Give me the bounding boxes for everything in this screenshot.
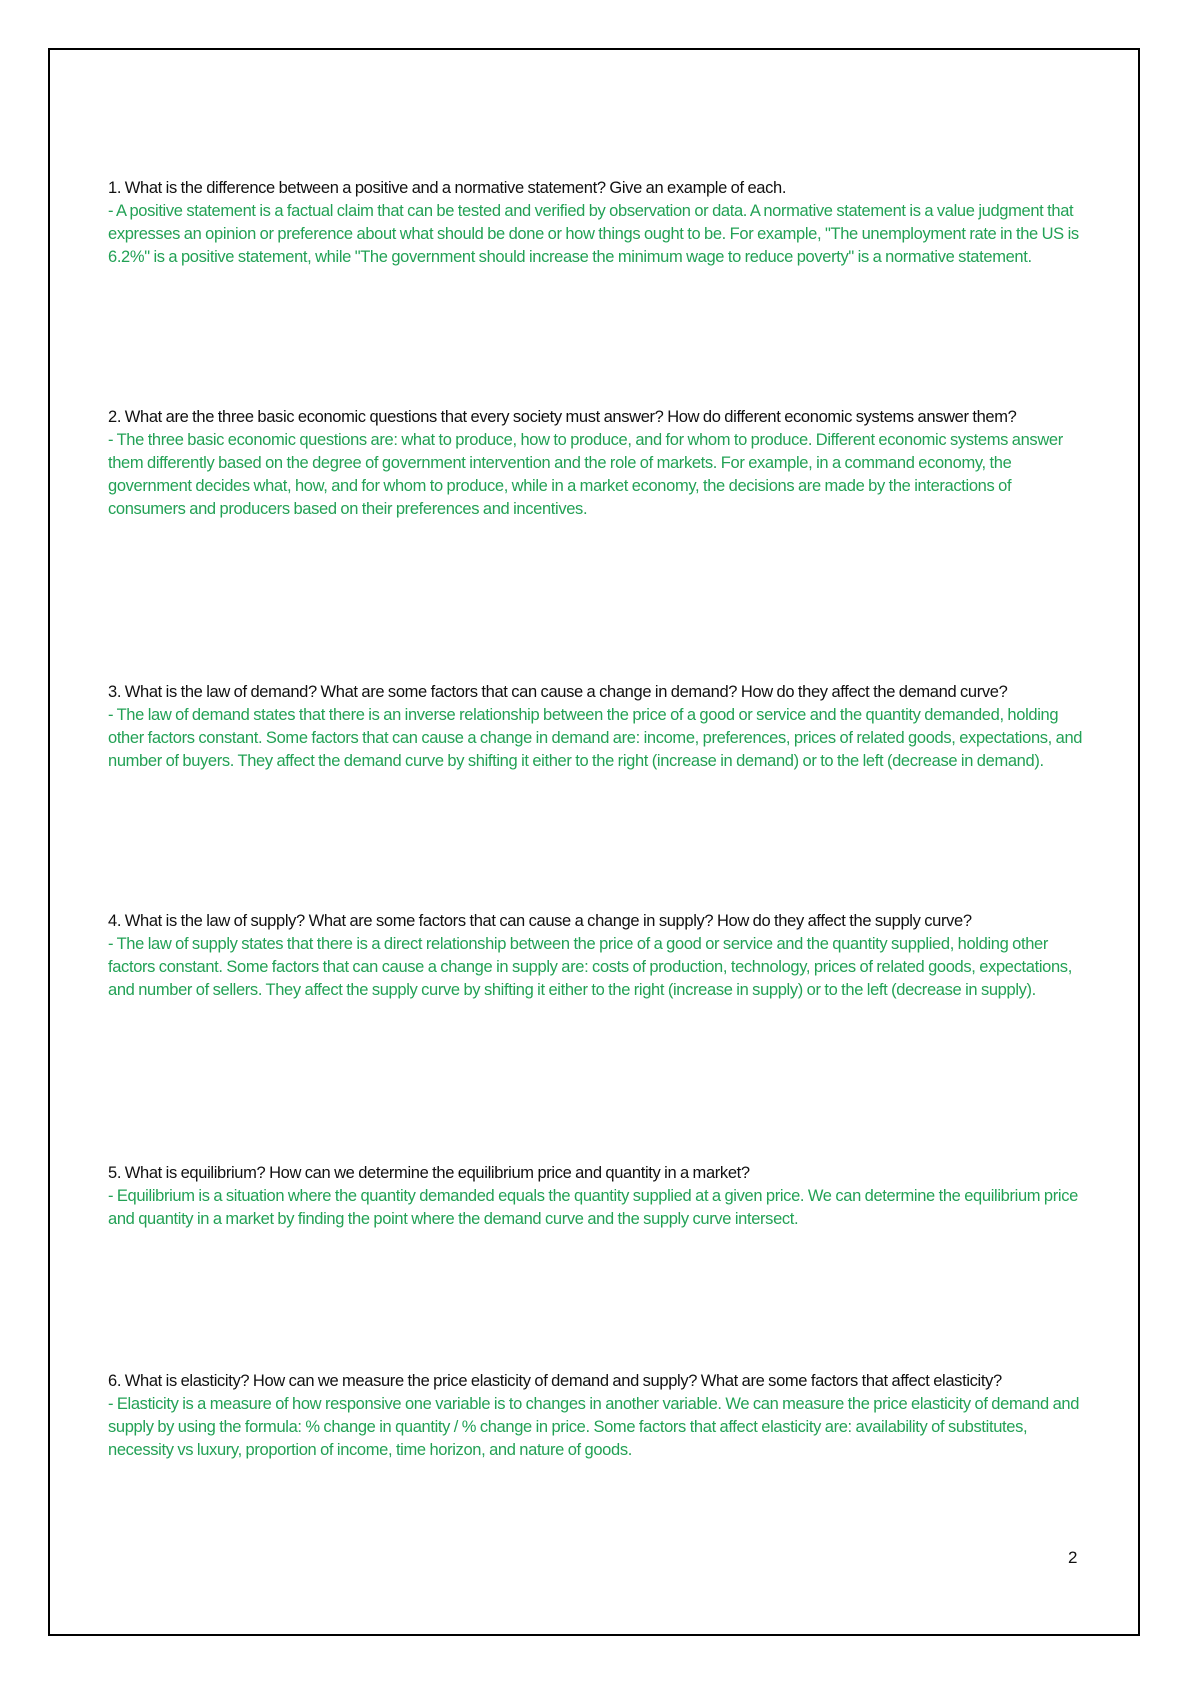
answer-1: - A positive statement is a factual claim that can be tested and verified by observation or data. A normative statement is a value judgment that expresses an opinion or preference about what should be done or how things ought to be. For example, "The unemployment rate in the US is 6.2%" is a positive statement, while "The government should increase the minimum wage to reduce poverty" is a normative statement.: [108, 202, 1079, 266]
answer-6: - Elasticity is a measure of how responsive one variable is to changes in another variable. We can measure the price elasticity of demand and supply by using the formula: % change in quantity / % change in price. Some factors that affect elasticity are: availability of substitutes, necessity vs luxury, proportion of income, time horizon, and nature of goods.: [108, 1395, 1080, 1459]
qa-item-2: [108, 406, 1088, 521]
qa-item-6: [108, 1370, 1088, 1462]
qa-item-5: [108, 1162, 1088, 1231]
question-3: 3. What is the law of demand? What are some factors that can cause a change in demand? How do they affect the demand curve?: [108, 683, 1008, 701]
answer-5: - Equilibrium is a situation where the quantity demanded equals the quantity supplied at a given price. We can determine the equilibrium price and quantity in a market by finding the point where the demand curve and the supply curve intersect.: [108, 1187, 1078, 1228]
qa-item-3: [108, 681, 1088, 773]
question-6: 6. What is elasticity? How can we measure the price elasticity of demand and supply? What are some factors that affect elasticity?: [108, 1372, 1002, 1390]
question-1: 1. What is the difference between a positive and a normative statement? Give an example of each.: [108, 179, 787, 197]
question-5: 5. What is equilibrium? How can we determine the equilibrium price and quantity in a market?: [108, 1164, 750, 1182]
page-number: 2: [1068, 1548, 1078, 1567]
qa-item-4: [108, 910, 1088, 1002]
question-4: 4. What is the law of supply? What are some factors that can cause a change in supply? How do they affect the supply curve?: [108, 912, 972, 930]
qa-item-1: [108, 177, 1088, 269]
answer-3: - The law of demand states that there is an inverse relationship between the price of a good or service and the quantity demanded, holding other factors constant. Some factors that can cause a change in demand are: income, preferences, prices of related goods, expectations, and number of buyers. They affect the demand curve by shifting it either to the right (increase in demand) or to the left (decrease in demand).: [108, 706, 1083, 770]
answer-2: - The three basic economic questions are: what to produce, how to produce, and for whom to produce. Different economic systems answer them differently based on the degree of government intervention and the role of markets. For example, in a command economy, the government decides what, how, and for whom to produce, while in a market economy, the decisions are made by the interactions of consumers and producers based on their preferences and incentives.: [108, 431, 1063, 518]
question-2: 2. What are the three basic economic questions that every society must answer? How do different economic systems answer them?: [108, 408, 1017, 426]
answer-4: - The law of supply states that there is a direct relationship between the price of a good or service and the quantity supplied, holding other factors constant. Some factors that can cause a change in supply are: costs of production, technology, prices of related goods, expectations, and number of sellers. They affect the supply curve by shifting it either to the right (increase in supply) or to the left (decrease in supply).: [108, 935, 1072, 999]
